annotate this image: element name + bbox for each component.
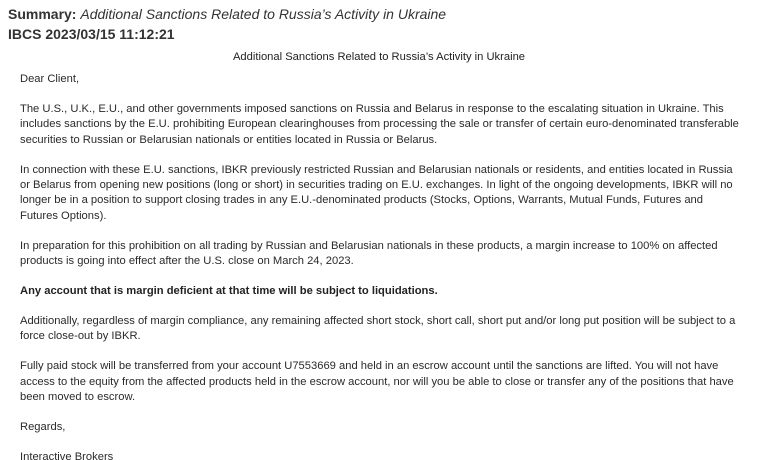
- paragraph-escrow: Fully paid stock will be transferred from your account U7553669 and held in an escrow account until the sanctions are lifted. You will not have access to the equity from the affected products held in the escrow account, nor will you be able to close or transfer any of the positions that have been moved to escrow.: [20, 360, 734, 404]
- signature: Interactive Brokers: [20, 450, 114, 460]
- paragraph-ibkr-restrictions: In connection with these E.U. sanctions, IBKR previously restricted Russian and Belarusian nationals or residents, and entities located in Russia or Belarus from opening new positions (long or short) in securities trading on E.U. exchanges. In light of the ongoing developments, IBKR will no longer be in a position to support closing trades in any E.U.-denominated products (Stocks, Options, Warrants, Mutual Funds, Futures and Futures Options).: [20, 163, 733, 222]
- summary-line: [8, 4, 750, 24]
- message-body: [20, 72, 740, 460]
- paragraph-liquidation-warning: Any account that is margin deficient at that time will be subject to liquidations.: [20, 285, 438, 298]
- summary-label: Summary:: [8, 6, 77, 22]
- message-id: IBCS 2023/03/15 11:12:21: [8, 26, 175, 42]
- message-header: [8, 4, 750, 44]
- paragraph-margin-increase: In preparation for this prohibition on all trading by Russian and Belarusian nationals in these products, a margin increase to 100% on affected products is going into effect after the U.S. close on March 24, 2023.: [20, 239, 718, 268]
- message-title: Additional Sanctions Related to Russia’s Activity in Ukraine: [232, 51, 526, 63]
- greeting: Dear Client,: [20, 73, 80, 85]
- closing: Regards,: [20, 421, 66, 433]
- summary-text: Additional Sanctions Related to Russia’s Activity in Ukraine: [80, 6, 447, 22]
- paragraph-force-close-out: Additionally, regardless of margin compliance, any remaining affected short stock, short call, short put and/or long put position will be subject to a force close-out by IBKR.: [20, 314, 736, 343]
- paragraph-sanctions-overview: The U.S., U.K., E.U., and other governments imposed sanctions on Russia and Belarus in response to the escalating situation in Ukraine. This includes sanctions by the E.U. prohibiting European clearinghouses from processing the sale or transfer of certain euro-denominated transferable securities to Russian or Belarusian nationals or entities located in Russia or Belarus.: [20, 102, 739, 146]
